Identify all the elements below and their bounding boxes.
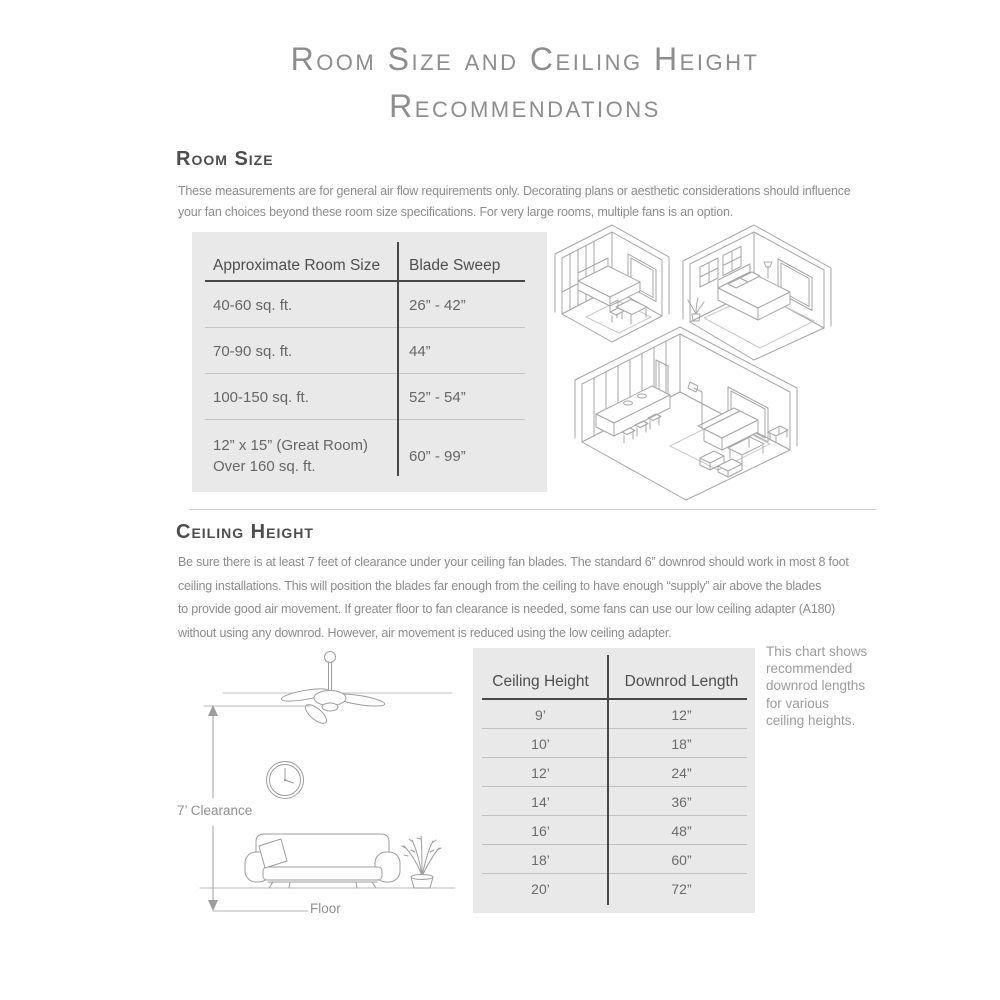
room-size-table-header [192,232,547,282]
ceiling-height-cell: 14’ [531,793,550,810]
ceiling-height-paragraph [178,551,849,645]
small-room-illustration [555,225,669,342]
downrod-length-cell: 12” [671,706,692,723]
plant-icon [402,836,441,888]
ceiling-fan-icon [281,652,386,727]
sofa-icon [245,834,400,888]
table-column-divider [607,655,609,905]
ceiling-height-cell: 18’ [531,851,550,868]
room-size-table [192,232,547,492]
paragraph-line: ceiling installations. This will position the blades far enough from the ceiling to have enough “supply” air above the blades [178,578,822,593]
table-row [473,787,755,816]
downrod-length-cell: 72” [671,880,692,897]
room-illustrations [552,220,842,502]
downrod-length-cell: 36” [671,793,692,810]
room-size-heading: Room Size [176,148,274,170]
section-divider [190,509,876,510]
ceiling-height-cell: 12’ [531,764,550,781]
room-size-cell: 12” x 15” (Great Room) [213,437,369,454]
note-line: recommended [766,661,853,677]
ceiling-height-cell: 16’ [531,822,550,839]
page-title-line1: Room Size and Ceiling Height [290,41,760,77]
room-size-cell: 70-90 sq. ft. [213,342,293,360]
clearance-label: 7’ Clearance [177,803,253,818]
column-header-downrod-length: Downrod Length [624,673,739,690]
blade-sweep-cell: 26” - 42” [409,296,466,314]
table-row [473,816,755,845]
table-row [192,328,547,374]
downrod-length-cell: 48” [671,822,692,839]
table-row [473,729,755,758]
table-row [473,758,755,787]
note-line: downrod lengths [766,678,866,694]
note-line: for various [766,695,830,711]
ceiling-height-heading: Ceiling Height [176,521,314,543]
downrod-table-note [766,643,906,729]
downrod-length-cell: 18” [671,735,692,752]
note-line: This chart shows [766,644,868,659]
table-row [192,282,547,328]
table-row [473,845,755,874]
room-size-cell: 100-150 sq. ft. [213,388,309,406]
wall-clock-icon [267,762,304,799]
page-title-line2: Recommendations [389,88,661,124]
table-row [473,700,755,729]
note-line: ceiling heights. [766,712,856,728]
table-column-divider [397,242,399,476]
downrod-table [473,648,755,913]
table-row [473,874,755,903]
room-size-cell: 40-60 sq. ft. [213,296,293,314]
blade-sweep-cell: 60” - 99” [409,447,466,465]
paragraph-line: Be sure there is at least 7 feet of clearance under your ceiling fan blades. The standard 6” downrod should work in most 8 foot [178,555,849,569]
table-row [192,374,547,420]
column-header-room-size: Approximate Room Size [213,257,381,274]
paragraph-line: These measurements are for general air flow requirements only. Decorating plans or aesthetic considerations should influence [178,184,851,198]
ceiling-height-cell: 10’ [531,735,550,752]
clearance-diagram [160,640,470,930]
ceiling-height-cell: 20’ [531,880,550,897]
downrod-length-cell: 60” [671,851,692,868]
room-size-cell-line2: Over 160 sq. ft. [213,458,316,475]
paragraph-line: without using any downrod. However, air movement is reduced using the low ceiling adapter. [178,625,672,640]
paragraph-line: your fan choices beyond these room size specifications. For very large rooms, multiple fans is an option. [178,205,733,219]
blade-sweep-cell: 52” - 54” [409,388,466,406]
room-size-paragraph [178,181,851,223]
downrod-table-header [473,648,755,700]
column-header-blade-sweep: Blade Sweep [409,257,501,274]
table-row [192,420,547,492]
downrod-length-cell: 24” [671,764,692,781]
paragraph-line: to provide good air movement. If greater floor to fan clearance is needed, some fans can use our low ceiling adapter (A180) [178,602,836,616]
column-header-ceiling-height: Ceiling Height [492,673,589,690]
page-title [175,36,875,130]
blade-sweep-cell: 44” [409,342,431,360]
ceiling-height-cell: 9’ [535,706,546,723]
floor-label: Floor [310,901,341,916]
